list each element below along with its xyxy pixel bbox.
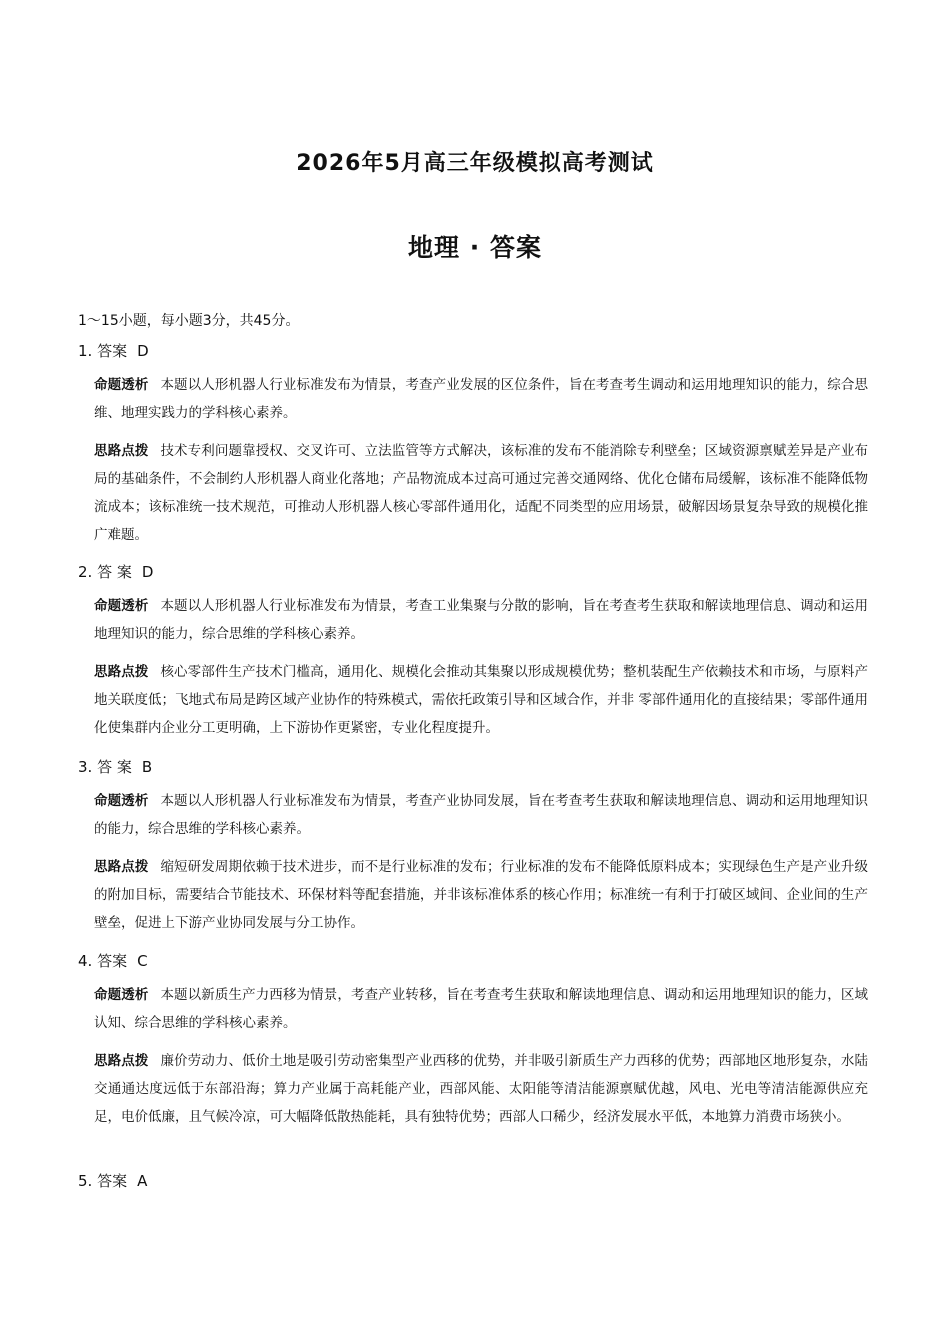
question-4-answer: C	[137, 952, 148, 970]
question-4-header	[78, 950, 868, 971]
question-5	[78, 1170, 868, 1201]
question-1-analysis	[94, 371, 868, 427]
question-3-header	[78, 756, 868, 777]
analysis-tag: 命题透析	[94, 793, 149, 809]
hint-text: 核心零部件生产技术门槛高，通用化、规模化会推动其集聚以形成规模优势；整机装配生产依赖技术和市场，与原料产地关联度低；飞地式布局是跨区域产业协作的特殊模式，需依托政策引导和区域合作，并非 零部件通用化的直接结果；零部件通用化使集群内企业分工更明确，上下游协作更紧密，专业化程度提升。	[94, 664, 868, 736]
analysis-text: 本题以新质生产力西移为情景，考查产业转移，旨在考查考生获取和解读地理信息、调动和运用地理知识的能力，区域认知、综合思维的学科核心素养。	[94, 987, 868, 1031]
question-2-hint	[94, 658, 868, 742]
question-4-analysis	[94, 981, 868, 1037]
analysis-tag: 命题透析	[94, 598, 149, 614]
question-5-header	[78, 1170, 868, 1191]
hint-text: 缩短研发周期依赖于技术进步，而不是行业标准的发布；行业标准的发布不能降低原料成本；实现绿色生产是产业升级的附加目标，需要结合节能技术、环保材料等配套措施，并非该标准体系的核心作用；标准统一有利于打破区域间、企业间的生产壁垒，促进上下游产业协同发展与分工协作。	[94, 859, 868, 931]
question-1-label: 1. 答案	[78, 342, 128, 360]
hint-tag: 思路点拨	[94, 859, 149, 875]
question-1-header	[78, 340, 868, 361]
hint-tag: 思路点拨	[94, 1053, 149, 1069]
question-3	[78, 756, 868, 937]
question-3-answer: B	[141, 758, 153, 776]
hint-tag: 思路点拨	[94, 664, 149, 680]
question-2-label: 2. 答 案	[78, 563, 132, 581]
question-5-answer: A	[137, 1172, 148, 1190]
question-2	[78, 561, 868, 742]
analysis-tag: 命题透析	[94, 987, 149, 1003]
subject-title: 地理 · 答案	[408, 233, 542, 262]
question-2-header	[78, 561, 868, 582]
question-5-label: 5. 答案	[78, 1172, 128, 1190]
hint-text: 廉价劳动力、低价土地是吸引劳动密集型产业西移的优势，并非吸引新质生产力西移的优势；西部地区地形复杂，水陆交通通达度远低于东部沿海；算力产业属于高耗能产业，西部风能、太阳能等清洁能源禀赋优越，风电、光电等清洁能源供应充足，电价低廉，且气候冷凉，可大幅降低散热能耗，具有独特优势；西部人口稀少，经济发展水平低，本地算力消费市场狭小。	[94, 1053, 868, 1125]
question-3-label: 3. 答 案	[78, 758, 132, 776]
analysis-text: 本题以人形机器人行业标准发布为情景，考查产业发展的区位条件，旨在考查考生调动和运用地理知识的能力，综合思维、地理实践力的学科核心素养。	[94, 377, 868, 421]
analysis-text: 本题以人形机器人行业标准发布为情景，考查工业集聚与分散的影响，旨在考查考生获取和解读地理信息、调动和运用地理知识的能力，综合思维的学科核心素养。	[94, 598, 868, 642]
question-4-label: 4. 答案	[78, 952, 128, 970]
section-intro: 1～15小题，每小题3分，共45分。	[78, 313, 300, 329]
question-1	[78, 340, 868, 549]
question-1-hint	[94, 437, 868, 549]
question-2-answer: D	[141, 563, 154, 581]
exam-title: 2026年5月高三年级模拟高考测试	[296, 151, 654, 176]
analysis-text: 本题以人形机器人行业标准发布为情景，考查产业协同发展，旨在考查考生获取和解读地理信息、调动和运用地理知识的能力，综合思维的学科核心素养。	[94, 793, 868, 837]
question-4	[78, 950, 868, 1131]
question-3-hint	[94, 853, 868, 937]
question-3-analysis	[94, 787, 868, 843]
hint-tag: 思路点拨	[94, 443, 149, 459]
hint-text: 技术专利问题靠授权、交叉许可、立法监管等方式解决，该标准的发布不能消除专利壁垒；区域资源禀赋差异是产业布局的基础条件，不会制约人形机器人商业化落地；产品物流成本过高可通过完善交通网络、优化仓储布局缓解，该标准不能降低物流成本；该标准统一技术规范，可推动人形机器人核心零部件通用化，适配不同类型的应用场景，破解因场景复杂导致的规模化推广难题。	[94, 443, 868, 543]
question-4-hint	[94, 1047, 868, 1131]
question-2-analysis	[94, 592, 868, 648]
question-1-answer: D	[137, 342, 149, 360]
analysis-tag: 命题透析	[94, 377, 149, 393]
